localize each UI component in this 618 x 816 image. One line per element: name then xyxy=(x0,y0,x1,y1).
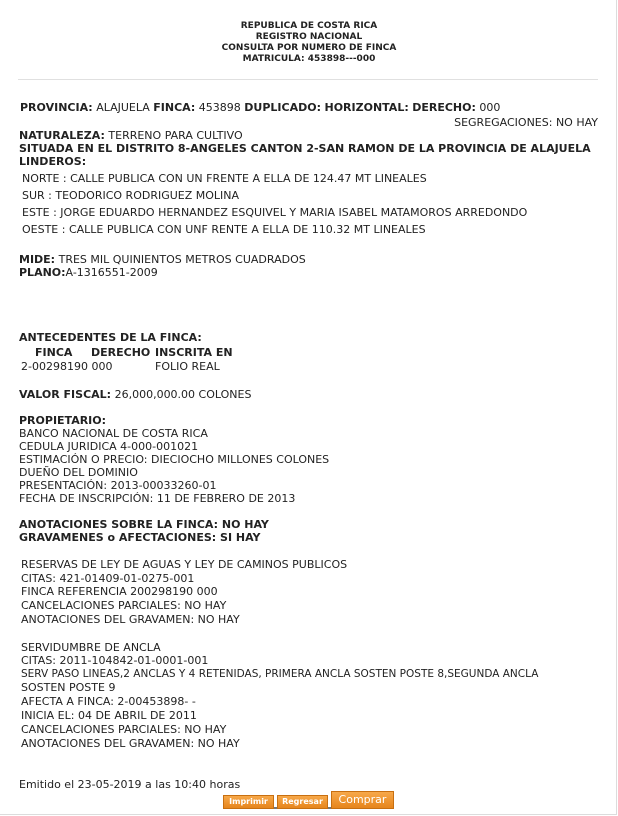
mide-line xyxy=(19,253,306,266)
header-divider xyxy=(18,79,598,80)
propietario-label: PROPIETARIO: xyxy=(19,414,107,427)
mide-value: TRES MIL QUINIENTOS METROS CUADRADOS xyxy=(58,253,306,266)
lindero-norte: NORTE : CALLE PUBLICA CON UN FRENTE A ELLA DE 124.47 MT LINEALES xyxy=(22,172,427,185)
plano-label: PLANO: xyxy=(19,266,66,279)
gravamen2-desc-1: SERV PASO LINEAS,2 ANCLAS Y 4 RETENIDAS, PRIMERA ANCLA SOSTEN POSTE 8,SEGUNDA ANCLA xyxy=(21,668,539,680)
naturaleza-line xyxy=(19,129,243,142)
gravamen2-titulo: SERVIDUMBRE DE ANCLA xyxy=(21,641,161,654)
segregaciones: SEGREGACIONES: NO HAY xyxy=(454,116,598,129)
linderos-label: LINDEROS: xyxy=(19,155,87,168)
gravamen2-anotaciones: ANOTACIONES DEL GRAVAMEN: NO HAY xyxy=(21,737,240,750)
plano-value: A-1316551-2009 xyxy=(65,266,158,279)
col-finca: FINCA xyxy=(35,346,73,359)
provincia-value: ALAJUELA xyxy=(96,101,150,114)
header-line-2: REGISTRO NACIONAL xyxy=(255,32,363,42)
gravamen1-anotaciones: ANOTACIONES DEL GRAVAMEN: NO HAY xyxy=(21,613,240,626)
propietario-nombre: BANCO NACIONAL DE COSTA RICA xyxy=(19,427,208,440)
emitido-timestamp: Emitido el 23-05-2019 a las 10:40 horas xyxy=(19,778,241,791)
gravamen2-cancelaciones: CANCELACIONES PARCIALES: NO HAY xyxy=(21,723,227,736)
lindero-este: ESTE : JORGE EDUARDO HERNANDEZ ESQUIVEL Y MARIA ISABEL MATAMOROS ARREDONDO xyxy=(22,206,528,219)
gravamen1-cancelaciones: CANCELACIONES PARCIALES: NO HAY xyxy=(21,599,227,612)
antecedente-inscrita: FOLIO REAL xyxy=(155,360,220,373)
gravamen1-finca-ref: FINCA REFERENCIA 200298190 000 xyxy=(21,585,218,598)
header-line-4: MATRICULA: 453898---000 xyxy=(242,54,376,64)
naturaleza-label: NATURALEZA: xyxy=(19,129,105,142)
propietario-cedula: CEDULA JURIDICA 4-000-001021 xyxy=(19,440,199,453)
horizontal-label: HORIZONTAL: xyxy=(324,101,409,114)
duplicado-label: DUPLICADO: xyxy=(244,101,321,114)
imprimir-button[interactable]: Imprimir xyxy=(223,795,274,809)
gravamen2-desc-2: SOSTEN POSTE 9 xyxy=(21,681,116,694)
propietario-dueno: DUEÑO DEL DOMINIO xyxy=(19,466,138,479)
lindero-oeste: OESTE : CALLE PUBLICA CON UNF RENTE A ELLA DE 110.32 MT LINEALES xyxy=(22,223,426,236)
finca-id-line xyxy=(20,101,500,114)
mide-label: MIDE: xyxy=(19,253,56,266)
antecedentes-title: ANTECEDENTES DE LA FINCA: xyxy=(19,331,202,344)
propietario-fecha: FECHA DE INSCRIPCIÓN: 11 DE FEBRERO DE 2013 xyxy=(19,492,296,505)
gravamen2-afecta: AFECTA A FINCA: 2-00453898- - xyxy=(21,695,196,708)
anotaciones-finca: ANOTACIONES SOBRE LA FINCA: NO HAY xyxy=(19,518,269,531)
propietario-presentacion: PRESENTACIÓN: 2013-00033260-01 xyxy=(19,479,217,492)
plano-line xyxy=(19,266,158,279)
gravamen1-titulo: RESERVAS DE LEY DE AGUAS Y LEY DE CAMINOS PUBLICOS xyxy=(21,558,348,571)
gravamen2-inicia: INICIA EL: 04 DE ABRIL DE 2011 xyxy=(21,709,197,722)
situada-line: SITUADA EN EL DISTRITO 8-ANGELES CANTON 2-SAN RAMON DE LA PROVINCIA DE ALAJUELA xyxy=(19,142,591,155)
derecho-value: 000 xyxy=(479,101,501,114)
button-separator xyxy=(274,807,277,809)
lindero-sur: SUR : TEODORICO RODRIGUEZ MOLINA xyxy=(22,189,240,202)
header-line-3: CONSULTA POR NUMERO DE FINCA xyxy=(221,43,397,53)
regresar-button[interactable]: Regresar xyxy=(277,795,328,809)
finca-label: FINCA: xyxy=(153,101,196,114)
gravamenes-afectaciones: GRAVAMENES o AFECTACIONES: SI HAY xyxy=(19,531,261,544)
provincia-label: PROVINCIA: xyxy=(20,101,93,114)
gravamen1-citas: CITAS: 421-01409-01-0275-001 xyxy=(21,572,195,585)
button-separator xyxy=(328,807,331,809)
valor-fiscal-label: VALOR FISCAL: xyxy=(19,388,112,401)
gravamen2-citas: CITAS: 2011-104842-01-0001-001 xyxy=(21,654,209,667)
document-header xyxy=(0,21,618,65)
col-inscrita: INSCRITA EN xyxy=(155,346,233,359)
col-derecho: DERECHO xyxy=(91,346,151,359)
propietario-estimacion: ESTIMACIÓN O PRECIO: DIECIOCHO MILLONES COLONES xyxy=(19,453,330,466)
valor-fiscal-line xyxy=(19,388,251,401)
derecho-label: DERECHO: xyxy=(412,101,476,114)
finca-value: 453898 xyxy=(198,101,241,114)
antecedente-finca-derecho: 2-00298190 000 xyxy=(21,360,113,373)
header-line-1: REPUBLICA DE COSTA RICA xyxy=(240,21,378,31)
naturaleza-value: TERRENO PARA CULTIVO xyxy=(108,129,243,142)
comprar-button[interactable]: Comprar xyxy=(331,791,394,809)
valor-fiscal-value: 26,000,000.00 COLONES xyxy=(114,388,252,401)
